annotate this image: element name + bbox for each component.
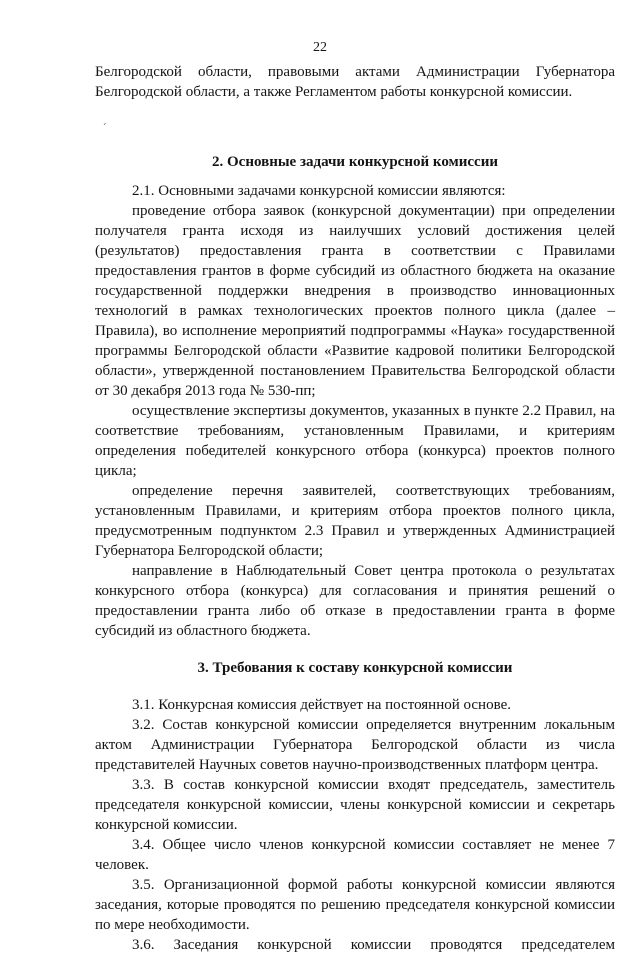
section-2-paragraph-4: определение перечня заявителей, соответствующих требованиям, установленным Правилами, и критериям отбора проектов полного цикла, предусмотренным подпунктом 2.3 Правил и утвержденных Администрацией Губернатора Белгородской области; bbox=[95, 483, 615, 559]
section-3-paragraph-2: 3.2. Состав конкурсной комиссии определяется внутренним локальным актом Администрации Губернатора Белгородской области из числа представителей Научных советов научно-производственных платформ центра. bbox=[95, 717, 615, 773]
section-2-paragraph-5: направление в Наблюдательный Совет центра протокола о результатах конкурсного отбора (конкурса) для согласования и принятия решений о предоставлении гранта либо об отказе в предоставлении гранта в форме субсидий из областного бюджета. bbox=[95, 563, 615, 639]
section-3-paragraph-6: 3.6. Заседания конкурсной комиссии проводятся председателем bbox=[132, 937, 615, 953]
intro-paragraph: Белгородской области, правовыми актами Администрации Губернатора Белгородской области, а также Регламентом работы конкурсной комиссии. bbox=[95, 64, 615, 100]
section-2-paragraph-2: проведение отбора заявок (конкурсной документации) при определении получателя гранта исходя из наилучших условий достижения целей (результатов) предоставления гранта в соответствии с Правилами предоставления грантов в форме субсидий из областного бюджета на оказание государственной поддержки внедрения в производство инновационных технологий в рамках технологических проектов полного цикла (далее – Правила), во исполнение мероприятий подпрограммы «Наука» государственной программы Белгородской области «Развитие кадровой политики Белгородской области», утвержденной постановлением Правительства Белгородской области от 30 декабря 2013 года № 530-пп; bbox=[95, 203, 615, 399]
section-3-heading: 3. Требования к составу конкурсной комиссии bbox=[197, 660, 513, 676]
section-3-paragraph-3: 3.3. В состав конкурсной комиссии входят председатель, заместитель председателя конкурсной комиссии, члены конкурсной комиссии и секретарь конкурсной комиссии. bbox=[95, 777, 615, 833]
section-3-paragraph-4: 3.4. Общее число членов конкурсной комиссии составляет не менее 7 человек. bbox=[95, 837, 615, 873]
document-body bbox=[95, 62, 615, 955]
section-3-paragraph-5: 3.5. Организационной формой работы конкурсной комиссии являются заседания, которые проводятся по решению председателя конкурсной комиссии по мере необходимости. bbox=[95, 877, 615, 933]
section-3-paragraph-1: 3.1. Конкурсная комиссия действует на постоянной основе. bbox=[132, 697, 511, 713]
section-2-heading: 2. Основные задачи конкурсной комиссии bbox=[212, 154, 498, 170]
stray-mark: ˊ bbox=[103, 123, 107, 134]
page-number: 22 bbox=[313, 40, 327, 55]
section-2-paragraph-1: 2.1. Основными задачами конкурсной комиссии являются: bbox=[132, 183, 506, 199]
section-2-paragraph-3: осуществление экспертизы документов, указанных в пункте 2.2 Правил, на соответствие требованиям, установленным Правилами, и критериям определения победителей конкурсного отбора (конкурса) проектов полного цикла; bbox=[95, 403, 615, 479]
